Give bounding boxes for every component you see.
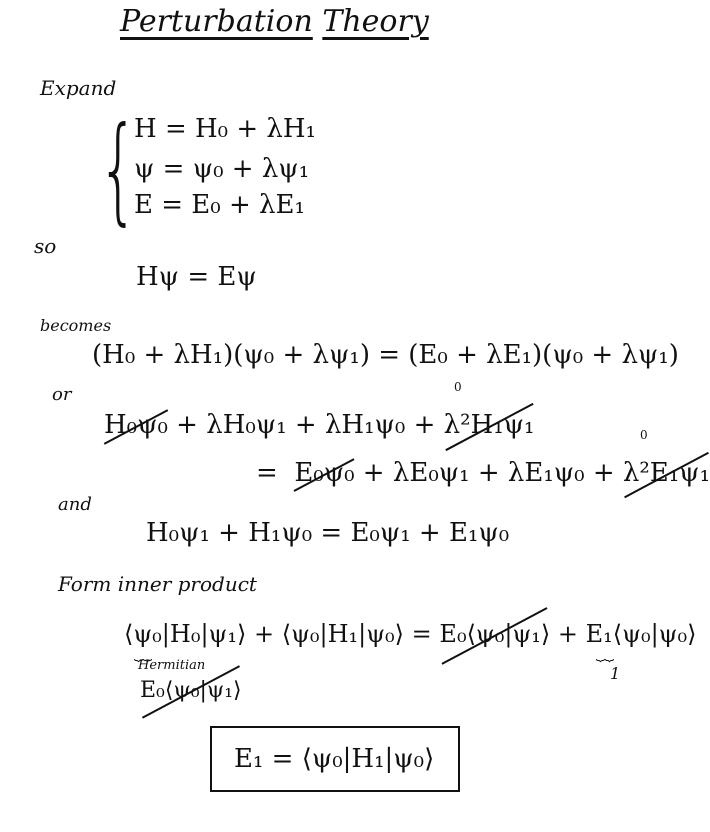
equals-sign: = [256, 458, 278, 488]
zero-mark: 0 [454, 380, 462, 394]
equation-h-expand: H = H₀ + λH₁ [134, 114, 316, 144]
cancelled-second-order-term: λ²E₁ψ₁ [622, 458, 710, 488]
underbrace-one: ⏟⏟ [596, 644, 615, 662]
zero-mark: 0 [640, 428, 648, 442]
equation-result: E₁ = ⟨ψ₀|H₁|ψ₀⟩ [234, 744, 435, 774]
equation-becomes: (H₀ + λH₁)(ψ₀ + λψ₁) = (E₀ + λE₁)(ψ₀ + λψ₁) [92, 340, 679, 370]
cancelled-second-order-term: λ²H₁ψ₁ [443, 410, 535, 440]
label-one: 1 [610, 664, 621, 683]
cancelled-term: E₀ψ₀ [294, 458, 355, 488]
inner-product-term-2: + ⟨ψ₀|H₁|ψ₀⟩ = [246, 620, 440, 648]
title-word-perturbation: Perturbation [120, 4, 313, 39]
inner-product-term-4: + E₁⟨ψ₀|ψ₀⟩ [550, 620, 697, 648]
equation-first-order: H₀ψ₁ + H₁ψ₀ = E₀ψ₁ + E₁ψ₀ [146, 518, 510, 548]
equation-hermitian-result [140, 678, 242, 703]
equation-expanded-lhs [104, 410, 534, 440]
cancelled-term: H₀ψ₀ [104, 410, 168, 440]
cancelled-overlap-term: E₀⟨ψ₀|ψ₁⟩ [439, 620, 551, 648]
inner-product-term-1: ⟨ψ₀|H₀|ψ₁⟩ [124, 620, 247, 648]
equation-e-expand: E = E₀ + λE₁ [134, 190, 305, 220]
label-expand: Expand [40, 76, 117, 100]
page-title [120, 4, 429, 39]
label-form-inner-product: Form inner product [58, 572, 257, 596]
title-word-theory: Theory [322, 4, 429, 39]
equation-rhs-middle: + λE₀ψ₁ + λE₁ψ₀ + [354, 458, 623, 488]
cancelled-hermitian-term: E₀⟨ψ₀|ψ₁⟩ [140, 678, 242, 703]
result-box [210, 726, 460, 792]
equation-lhs-middle: + λH₀ψ₁ + λH₁ψ₀ + [167, 410, 444, 440]
label-becomes: becomes [40, 316, 112, 335]
label-hermitian: Hermitian [138, 658, 206, 673]
label-so: so [34, 234, 57, 258]
equation-expanded-rhs [256, 458, 710, 488]
label-or: or [52, 384, 72, 405]
underbrace-hermitian: ⏟⏟ [134, 644, 153, 662]
left-brace: { [98, 102, 139, 237]
equation-psi-expand: ψ = ψ₀ + λψ₁ [134, 154, 310, 184]
label-and: and [58, 494, 92, 515]
equation-schrodinger: Hψ = Eψ [136, 262, 257, 292]
